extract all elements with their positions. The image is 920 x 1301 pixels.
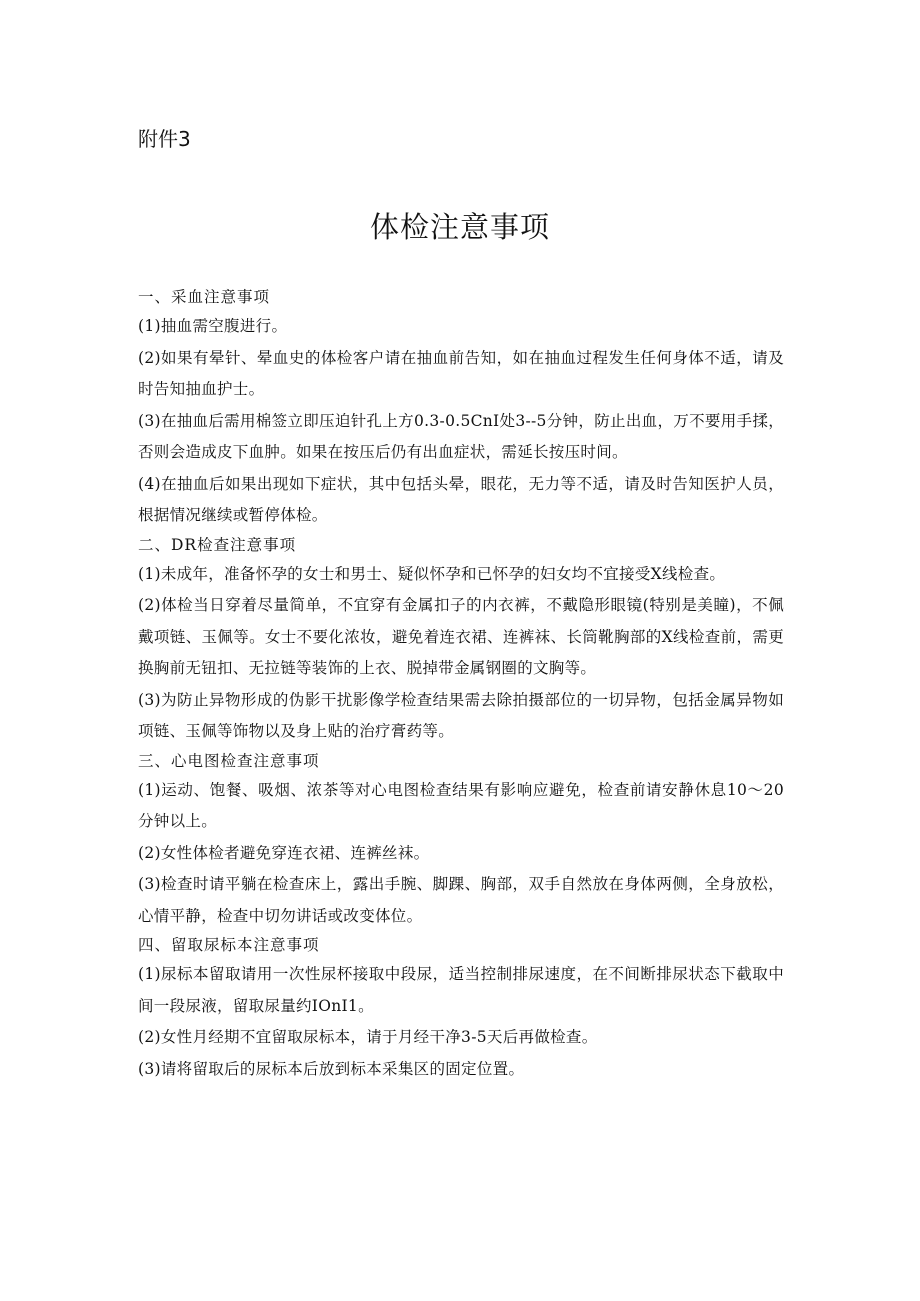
section-heading-dr: 二、DR检查注意事项: [138, 535, 297, 554]
list-item: (3)检查时请平躺在检查床上，露出手腕、脚踝、胸部，双手自然放在身体两侧，全身放松，心情平静，检查中切勿讲话或改变体位。: [138, 875, 784, 925]
list-item: (4)在抽血后如果出现如下症状，其中包括头晕，眼花，无力等不适，请及时告知医护人员，根据情况继续或暂停体检。: [138, 474, 784, 524]
list-item: (1)运动、饱餐、吸烟、浓茶等对心电图检查结果有影响应避免，检查前请安静休息10～20分钟以上。: [138, 780, 784, 830]
list-item: (1)抽血需空腹进行。: [138, 317, 288, 335]
list-item: (2)如果有晕针、晕血史的体检客户请在抽血前告知，如在抽血过程发生任何身体不适，请及时告知抽血护士。: [138, 348, 784, 398]
list-item: (2)体检当日穿着尽量简单，不宜穿有金属扣子的内衣裤，不戴隐形眼镜(特别是美瞳)，不佩戴项链、玉佩等。女士不要化浓妆，避免着连衣裙、连裤袜、长筒靴胸部的X线检查前，需更换胸前无钮扣、无拉链等装饰的上衣、脱掉带金属钢圈的文胸等。: [138, 596, 784, 677]
document-body: [138, 284, 784, 1085]
section-heading-blood: 一、采血注意事项: [138, 288, 271, 306]
section-heading-ecg: 三、心电图检查注意事项: [138, 751, 320, 770]
attachment-label: 附件3: [138, 127, 191, 151]
list-item: (3)在抽血后需用棉签立即压迫针孔上方0.3-0.5CnI处3--5分钟，防止出血，万不要用手揉，否则会造成皮下血肿。如果在按压后仍有出血症状，需延长按压时间。: [138, 411, 784, 461]
section-heading-urine: 四、留取尿标本注意事项: [138, 936, 320, 954]
list-item: (2)女性月经期不宜留取尿标本，请于月经干净3-5天后再做检查。: [138, 1028, 598, 1046]
list-item: (3)为防止异物形成的伪影干扰影像学检查结果需去除拍摄部位的一切异物，包括金属异物如项链、玉佩等饰物以及身上贴的治疗膏药等。: [138, 690, 784, 740]
document-title: 体检注意事项: [369, 210, 550, 244]
list-item: (3)请将留取后的尿标本后放到标本采集区的固定位置。: [138, 1059, 525, 1078]
list-item: (1)未成年，准备怀孕的女士和男士、疑似怀孕和已怀孕的妇女均不宜接受X线检查。: [138, 564, 726, 583]
list-item: (1)尿标本留取请用一次性尿杯接取中段尿，适当控制排尿速度，在不间断排尿状态下截取中间一段尿液，留取尿量约IOnI1。: [138, 965, 784, 1015]
list-item: (2)女性体检者避免穿连衣裙、连裤丝袜。: [138, 843, 430, 862]
